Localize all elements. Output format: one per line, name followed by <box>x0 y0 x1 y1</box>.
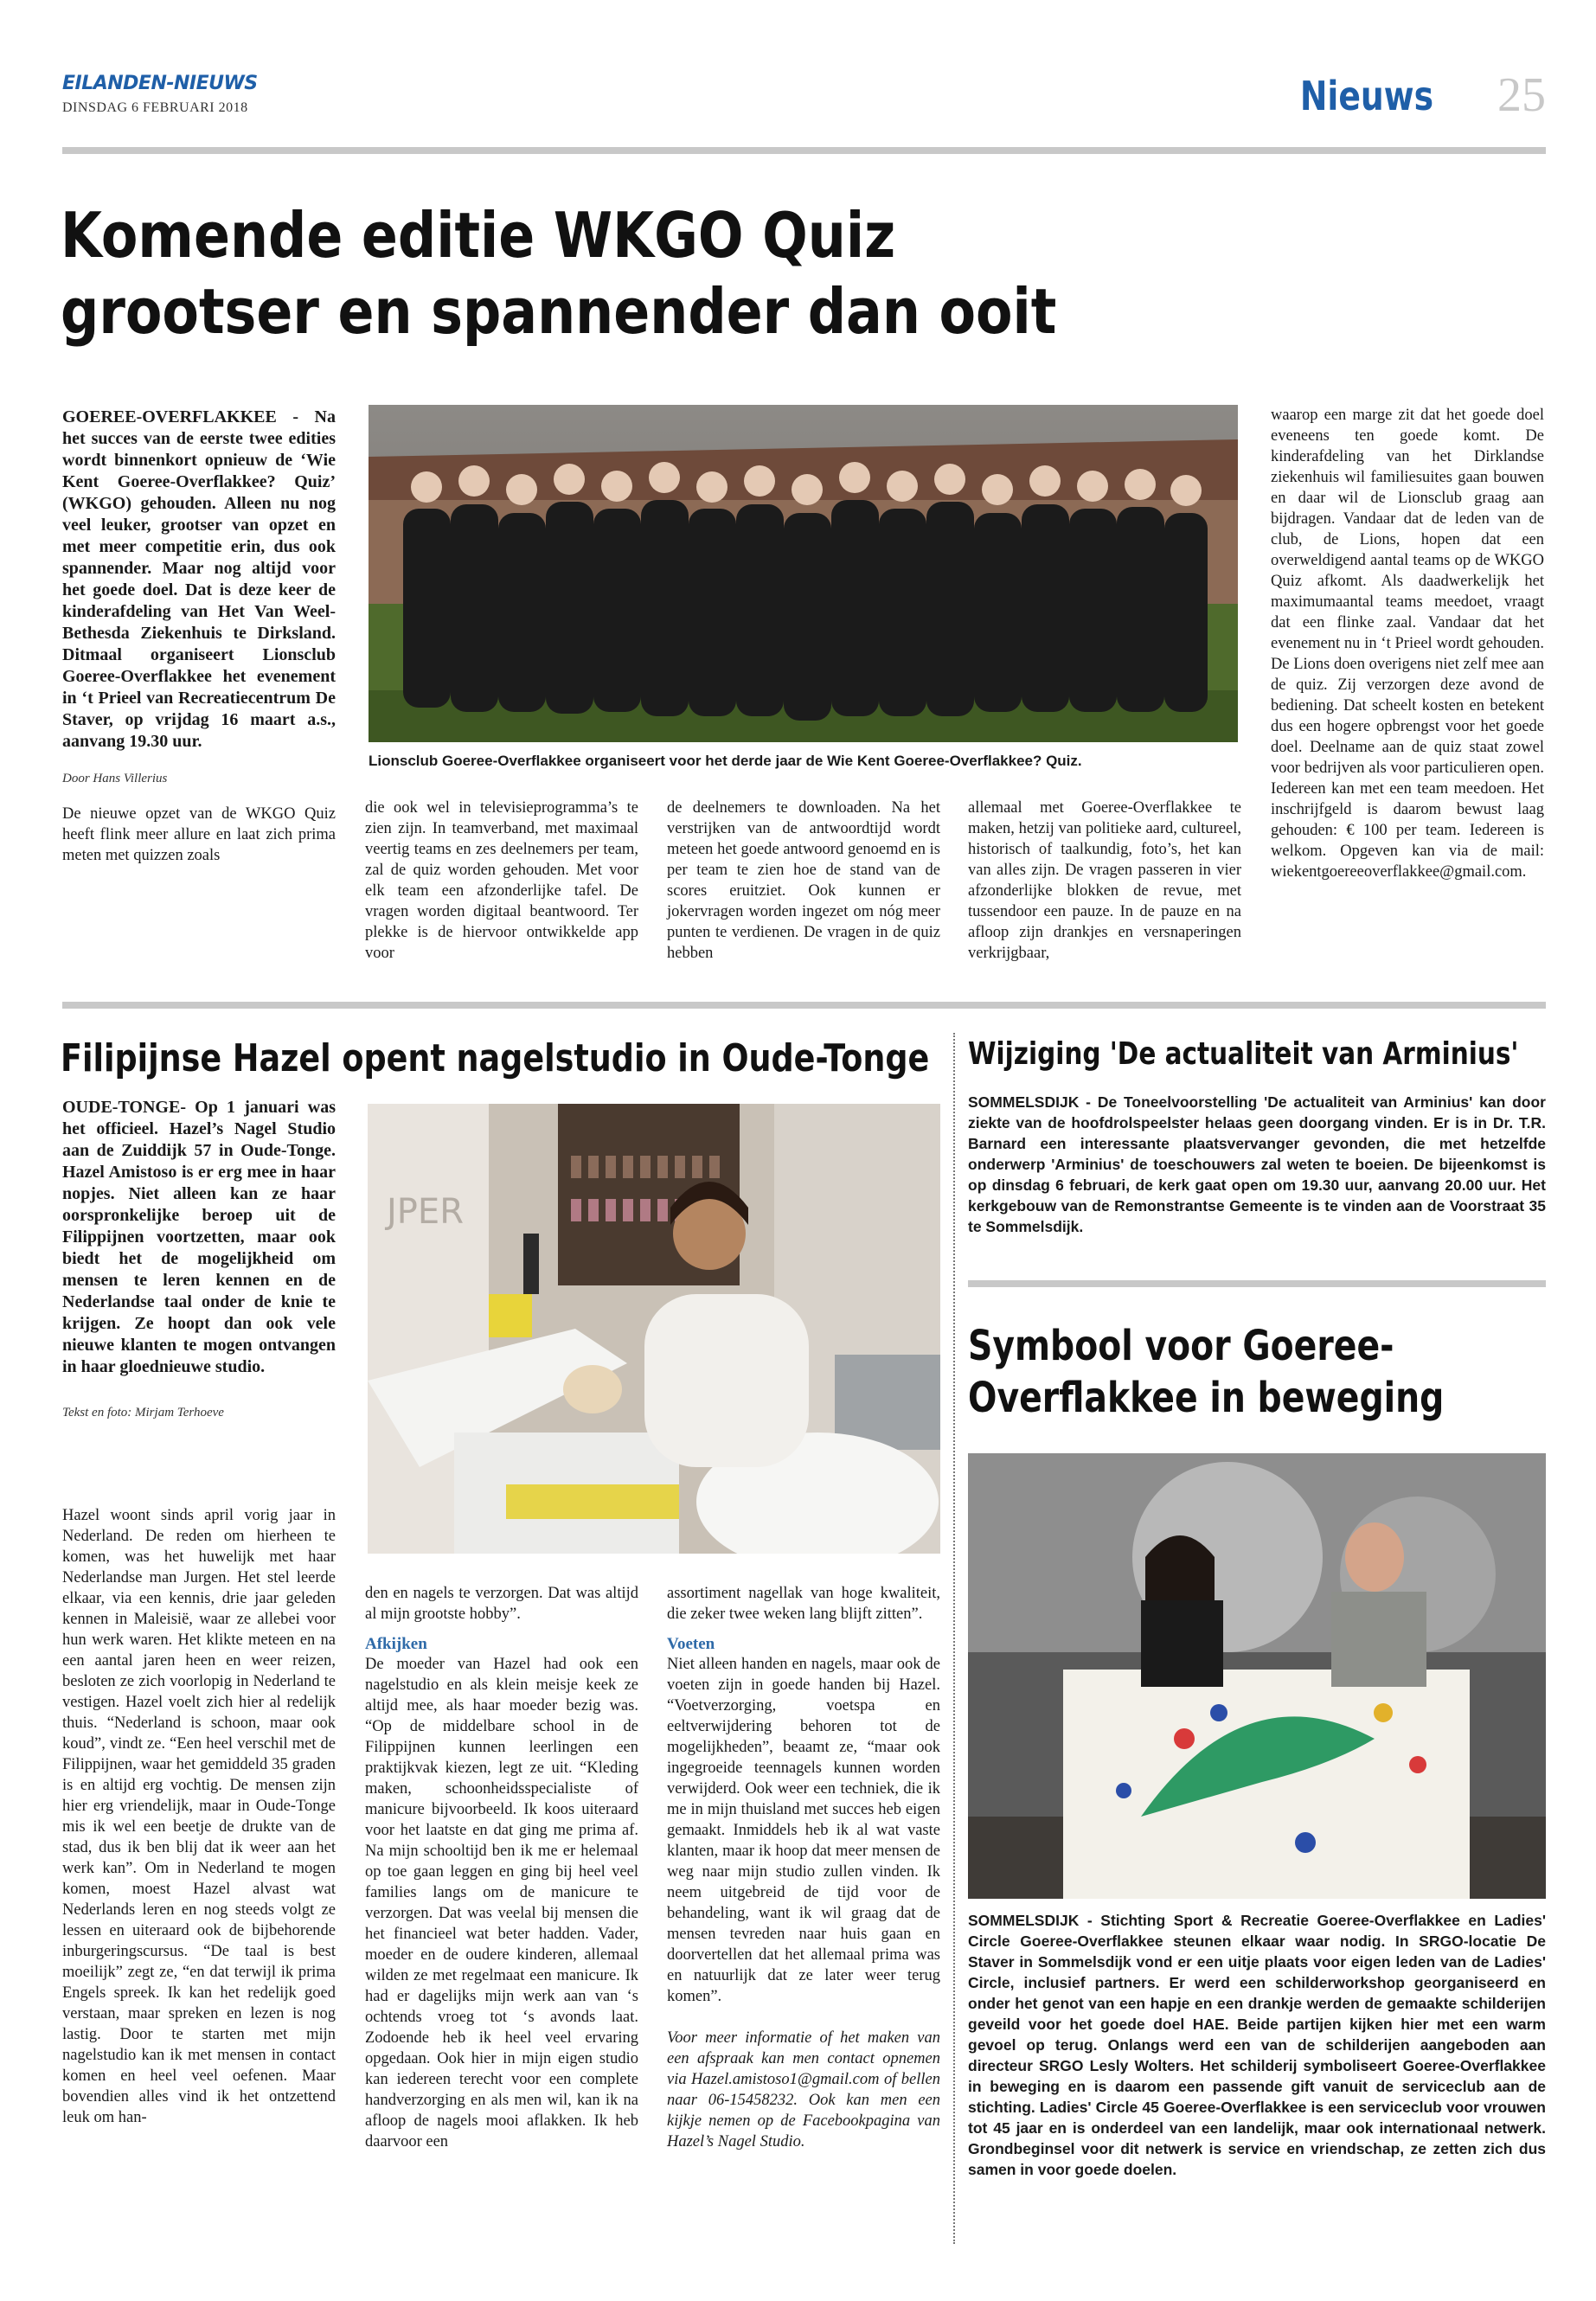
nail-studio-illustration <box>368 1104 940 1554</box>
article2-col2 <box>365 1583 638 2152</box>
article4-headline <box>968 1320 1465 1424</box>
issue-date: DINSDAG 6 FEBRUARI 2018 <box>62 100 248 115</box>
article3-body: SOMMELSDIJK - De Toneelvoorstelling 'De actualiteit van Arminius' kan door ziekte van de hoofdrolspeelster helaas geen doorgang vinden. Er is in Dr. T.R. Barnard een interessante plaatsvervanger gevonden, die met hetzelfde onderwerp 'Arminius' de toeschouwers zal weten te boeien. De bijeenkomst is op dinsdag 6 februari, de kerk gaat open om 19.30 uur, aanvang 20.00 uur. Het kerkgebouw van de Remonstrantse Gemeente is te vinden aan de Voorstraat 35 te Sommelsdijk. <box>968 1093 1546 1235</box>
article1-col2: die ook wel in televisieprogramma’s te zien zijn. In teamverband, met maximaal veertig teams en zes deelnemers per team, zal de quiz worden gehouden. Met voor elk team een afzonderlijke tafel. De vragen worden digitaal beantwoord. Ter plekke is de hiervoor ontwikkelde app voor <box>365 799 638 962</box>
section-divider <box>62 1002 1546 1009</box>
article2-col1-top <box>62 1097 336 1420</box>
masthead-divider <box>62 147 1546 154</box>
brand-logo: EILANDEN-NIEUWS <box>62 73 258 94</box>
article4-body: SOMMELSDIJK - Stichting Sport & Recreatie Goeree-Overflakkee en Ladies' Circle Goeree-Overflakkee steunen elkaar waar nodig. In SRGO-locatie De Staver in Sommelsdijk vond er een uitje plaats voor eigen leden van de Ladies' Circle, inclusief partners. Er werd een schilderworkshop georganiseerd en onder het genot van een hapje en een drankje werden de gemaakte schilderijen geveild voor het goede doel HAE. Beide partijen kijken hier met een warm gevoel op terug. Onlangs werd een van de schilderijen aangeboden aan directeur SRGO Lesly Wolters. Het schilderij symboliseert Goeree-Overflakkee in beweging en is daarom een passende gift vanuit de serviceclub aan de stichting. Ladies' Circle 45 Goeree-Overflakkee is een serviceclub voor vrouwen tot 45 jaar en is onderdeel van een landelijk, maar ook internationaal netwerk. Grondbeginsel voor dit netwerk is service en vriendschap, ze zetten zich dus samen in voor goede doelen. <box>968 1912 1546 2178</box>
article2-col3-body: Niet alleen handen en nagels, maar ook de voeten zijn in goede handen bij Hazel. “Voetverzorging, voetspa en eeltverwijdering behoren tot de mogelijkheden”, beaamt ze, “maar ook ingegroeide teennagels kunnen worden verwijderd. Ook weer een techniek, die ik me in mijn thuisland met succes heb eigen gemaakt. Inmiddels heb ik al wat vaste klanten, maar ik hoop dat meer mensen de weg naar mijn studio zullen vinden. Ik neem uitgebreid de tijd voor de behandeling, want ik wil graag dat de mensen tevreden naar huis gaan en doorvertellen dat het allemaal prima was en natuurlijk dat ze later weer terug komen”. <box>667 1656 940 2005</box>
article2-contact-info: Voor meer informatie of het maken van een afspraak kan men contact opnemen via Hazel.amistoso1@gmail.com of bellen naar 06-15458232. Ook kan men een kijkje nemen op de Facebookpagina van Hazel’s Nagel Studio. <box>667 2029 940 2150</box>
article2-headline: Filipijnse Hazel opent nagelstudio in Oude-Tonge <box>61 1036 930 1080</box>
article1-lead: GOEREE-OVERFLAKKEE - Na het succes van de eerste twee edities wordt binnenkort opnieuw de ‘Wie Kent Goeree-Overflakkee? Quiz’ (WKGO) gehouden. Alleen nu nog veel leuker, grootser van opzet en met meer competitie erin, dus ook spannender. Maar nog altijd voor het goede doel. Dat is deze keer de kinderafdeling van Het Van Weel-Bethesda Ziekenhuis te Dirksland. Ditmaal organiseert Lionsclub Goeree-Overflakkee het evenement in ‘t Prieel van Recreatiecentrum De Staver, op vrijdag 16 maart a.s., aanvang 19.30 uur. <box>62 407 336 751</box>
masthead <box>62 68 1546 159</box>
studio-sign-text: JPER <box>387 1192 464 1232</box>
article2-col2-body: De moeder van Hazel had ook een nagelstudio en als klein meisje keek ze altijd mee, als haar moeder bezig was. “Op de middelbare school in de Filippijnen kunnen leerlingen een praktijkvak kiezen, legt ze uit. “Kleding maken, schoonheidsspecialiste of manicure bijvoorbeeld. Ik koos uiteraard voor het laatste en dat ging me prima af. Na mijn schooltijd ben ik me er helemaal op toe gaan leggen en ging bij heel veel families langs om de manicure te verzorgen. Dat was veelal bij mensen die het financieel wat beter hadden. Vader, moeder en de oudere kinderen, allemaal wilden ze met regelmaat een manicure. Ik had er dagelijks mijn werk aan van ‘s ochtends vroeg tot ‘s avonds laat. Zodoende heb ik heel veel ervaring opgedaan. Ook hier in mijn eigen studio kan iedereen terecht voor een complete handverzorging en als men wil, kan ik na afloop de nagels mooi aflakken. Ik heb daarvoor een <box>365 1656 638 2150</box>
nail-studio-photo <box>368 1104 940 1554</box>
article2-col1-body: Hazel woont sinds april vorig jaar in Nederland. De reden om hierheen te komen, was het huwelijk met haar Nederlandse man Jurgen. Het stel leerde elkaar, via een kennis, drie jaar geleden kennen in Maleisië, waar ze allebei voor hun werk waren. Het klikte meteen en na een aantal jaren heen en weer reizen, besloten ze zich voorlopig in Nederland te vestigen. Hazel voelt zich hier al redelijk thuis. “Nederland is schoon, maar ook koud”, vindt ze. “Een heel verschil met de Filippijnen, waar het gemiddeld 35 graden is en altijd erg vochtig. De mensen zijn hier erg vriendelijk, maar in Oude-Tonge mis ik wel een beetje de drukte van de stad, dus ik ben blij dat ik weer aan het werk kan”. Om in Nederland te mogen komen, moest Hazel alvast wat Nederlands leren en nog steeds volgt ze lessen en uiteraard ook de bijbehorende inburgeringscursus. “De taal is best moeilijk” zegt ze, “en dat terwijl ik prima Engels spreek. Ik kan het redelijk goed verstaan, maar spreken en lezen is nog lastig. Door te starten met mijn nagelstudio kan ik met mensen in contact komen en heel veel oefenen. Maar bovendien alles vind ik het ontzettend leuk om han- <box>62 1507 336 2126</box>
article2-col2-intro: den en nagels te verzorgen. Dat was altijd al mijn grootste hobby”. <box>365 1585 638 1623</box>
article1-col4: allemaal met Goeree-Overflakkee te maken, hetzij van politieke aard, cultureel, historisch of taalkundig, foto’s, het kan van alles zijn. De vragen passeren in vier afzonderlijke blokken de revue, met tussendoor een pauze. In de pauze en na afloop zijn drankjes en versnaperingen verkrijgbaar, <box>968 799 1241 962</box>
right-column-divider <box>968 1280 1546 1287</box>
article2-byline: Tekst en foto: Mirjam Terhoeve <box>62 1406 224 1420</box>
article2-lead: OUDE-TONGE- Op 1 januari was het officieel. Hazel’s Nagel Studio aan de Zuiddijk 57 in Oude-Tonge. Hazel Amistoso is er erg mee in haar nopjes. Niet alleen kan ze haar oorspronkelijke beroep uit de Filippijnen voortzetten, maar ook biedt het de mogelijkheid om mensen te leren kennen en de Nederlandse taal onder de knie te krijgen. Ze hoopt dan ook vele nieuwe klanten te mogen ontvangen in haar gloednieuwe studio. <box>62 1098 336 1376</box>
headline-line: Overflakkee in beweging <box>968 1374 1445 1422</box>
article1-photo-caption: Lionsclub Goeree-Overflakkee organiseert voor het derde jaar de Wie Kent Goeree-Overflakkee? Quiz. <box>369 753 1082 769</box>
headline-line: Symbool voor Goeree- <box>968 1322 1394 1370</box>
painting-handover-illustration <box>968 1453 1546 1899</box>
subheading-afkijken: Afkijken <box>365 1635 427 1653</box>
article1-col1 <box>62 407 336 866</box>
article2-col3-intro: assortiment nagellak van hoge kwaliteit, die zeker twee weken lang blijft zitten”. <box>667 1585 940 1623</box>
page-number: 25 <box>1497 68 1546 122</box>
article2-col3 <box>667 1583 940 2152</box>
section-title: Nieuws <box>1299 73 1433 119</box>
column-divider <box>953 1033 955 2244</box>
subheading-voeten: Voeten <box>667 1635 715 1653</box>
painting-handover-photo <box>968 1453 1546 1899</box>
article1-headline <box>61 197 1102 349</box>
article3-headline: Wijziging 'De actualiteit van Arminius' <box>968 1036 1519 1072</box>
article1-col5: waarop een marge zit dat het goede doel eveneens ten goede komt. De kinderafdeling van het Dirklandse ziekenhuis wil familiesuites gaan bouwen en daar wil de Lionsclub graag aan bijdragen. Vandaar dat de leden van de club, de Lions, hopen dat een overweldigend aantal teams op de WKGO Quiz afkomt. Als daadwerkelijk het maximumaantal teams meedoet, vraagt dat een flinke zaal. Vandaar dat het evenement nu in ‘t Prieel wordt gehouden. De Lions doen overigens niet zelf mee aan de quiz. Zij verzorgen deze avond de bediening. Dat scheelt kosten en betekent dus een hogere opbrengst voor het goede doel. Deelname aan de quiz staat zowel voor bedrijven als voor particulieren open. Iedereen kan met een team meedoen. Het inschrijfgeld is daarom bewust laag gehouden: € 100 per team. Iedereen is welkom. Opgeven kan via de mail: wiekentgoereeoverflakkee@gmail.com. <box>1271 407 1544 881</box>
article1-col3: de deelnemers te downloaden. Na het verstrijken van de antwoordtijd wordt meteen het goede antwoord genoemd en is per team te zien hoe de stand van de scores eruitziet. Ook kunnen er jokervragen worden ingezet om nóg meer punten te verdienen. De vragen in de quiz hebben <box>667 799 940 962</box>
article1-byline: Door Hans Villerius <box>62 772 168 785</box>
article1-body: De nieuwe opzet van de WKGO Quiz heeft flink meer allure en laat zich prima meten met quizzen zoals <box>62 805 336 864</box>
headline-line: grootser en spannender dan ooit <box>61 275 1057 348</box>
group-photo-illustration <box>369 405 1238 742</box>
lionsclub-group-photo <box>369 405 1238 742</box>
headline-line: Komende editie WKGO Quiz <box>61 199 896 272</box>
